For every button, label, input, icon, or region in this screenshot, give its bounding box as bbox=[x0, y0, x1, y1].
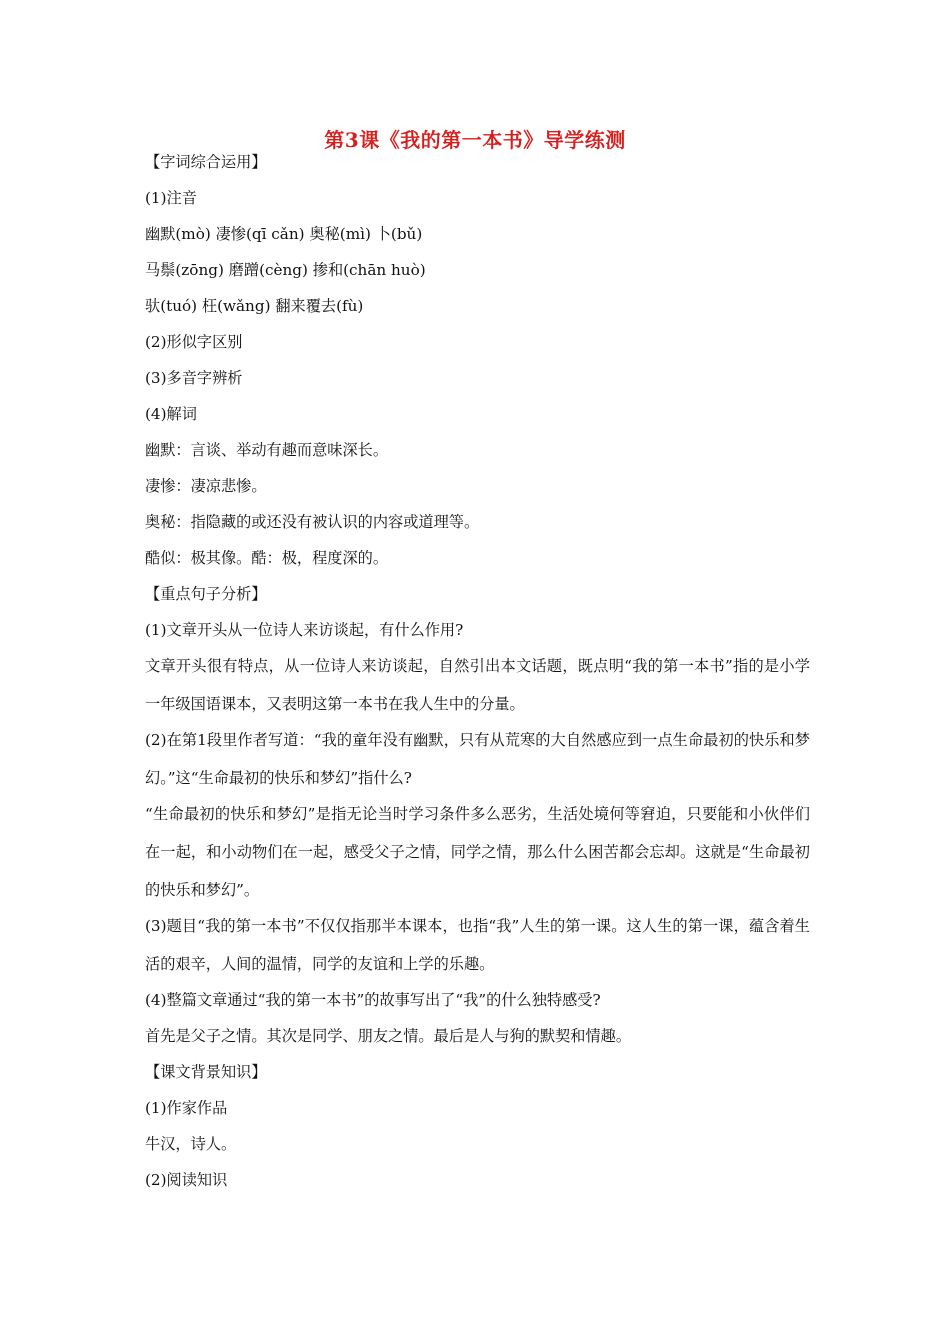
text-line: 幽默：言谈、举动有趣而意味深长。 bbox=[145, 441, 388, 459]
text-line: (1)文章开头从一位诗人来访谈起，有什么作用? bbox=[145, 621, 464, 639]
text-line: 幽默(mò) 凄惨(qī cǎn) 奥秘(mì) 卜(bǔ) bbox=[145, 225, 423, 243]
text-line: 奥秘：指隐藏的或还没有被认识的内容或道理等。 bbox=[145, 513, 480, 531]
text-line: 首先是父子之情。其次是同学、朋友之情。最后是人与狗的默契和情趣。 bbox=[145, 1027, 631, 1045]
text-line: 酷似：极其像。酷：极，程度深的。 bbox=[145, 549, 388, 567]
text-line: (3)多音字辨析 bbox=[145, 369, 243, 387]
text-line: 马鬃(zōng) 磨蹭(cèng) 掺和(chān huò) bbox=[145, 261, 426, 279]
page-title: 第3课《我的第一本书》导学练测 bbox=[324, 128, 626, 152]
text-paragraph: (3)题目“我的第一本书”不仅仅指那半本课本，也指“我”人生的第一课。这人生的第一课，蕴含着生活的艰辛，人间的温情，同学的友谊和上学的乐趣。 bbox=[145, 917, 810, 973]
text-line: 凄惨：凄凉悲惨。 bbox=[145, 477, 267, 495]
text-line: (2)阅读知识 bbox=[145, 1171, 228, 1189]
text-line: 牛汉，诗人。 bbox=[145, 1135, 237, 1153]
text-line: 【课文背景知识】 bbox=[145, 1063, 267, 1081]
text-line: (4)整篇文章通过“我的第一本书”的故事写出了“我”的什么独特感受? bbox=[145, 991, 601, 1009]
text-line: 【重点句子分析】 bbox=[145, 585, 267, 603]
document-body bbox=[145, 150, 810, 1204]
text-line: 驮(tuó) 枉(wǎng) 翻来覆去(fù) bbox=[145, 297, 364, 315]
text-paragraph: “生命最初的快乐和梦幻”是指无论当时学习条件多么恶劣，生活处境何等窘迫，只要能和小伙伴们在一起，和小动物们在一起，感受父子之情，同学之情，那么什么困苦都会忘却。这就是“生命最初的快乐和梦幻”。 bbox=[145, 805, 810, 899]
text-line: (2)形似字区别 bbox=[145, 333, 243, 351]
text-line: (1)作家作品 bbox=[145, 1099, 228, 1117]
text-line: (4)解词 bbox=[145, 405, 197, 423]
text-line: (1)注音 bbox=[145, 189, 197, 207]
text-paragraph: 文章开头很有特点，从一位诗人来访谈起，自然引出本文话题，既点明“我的第一本书”指的是小学一年级国语课本，又表明这第一本书在我人生中的分量。 bbox=[145, 657, 810, 713]
text-paragraph: (2)在第1段里作者写道：“我的童年没有幽默，只有从荒寒的大自然感应到一点生命最初的快乐和梦幻。”这“生命最初的快乐和梦幻”指什么? bbox=[145, 731, 810, 787]
text-line: 【字词综合运用】 bbox=[145, 153, 267, 171]
